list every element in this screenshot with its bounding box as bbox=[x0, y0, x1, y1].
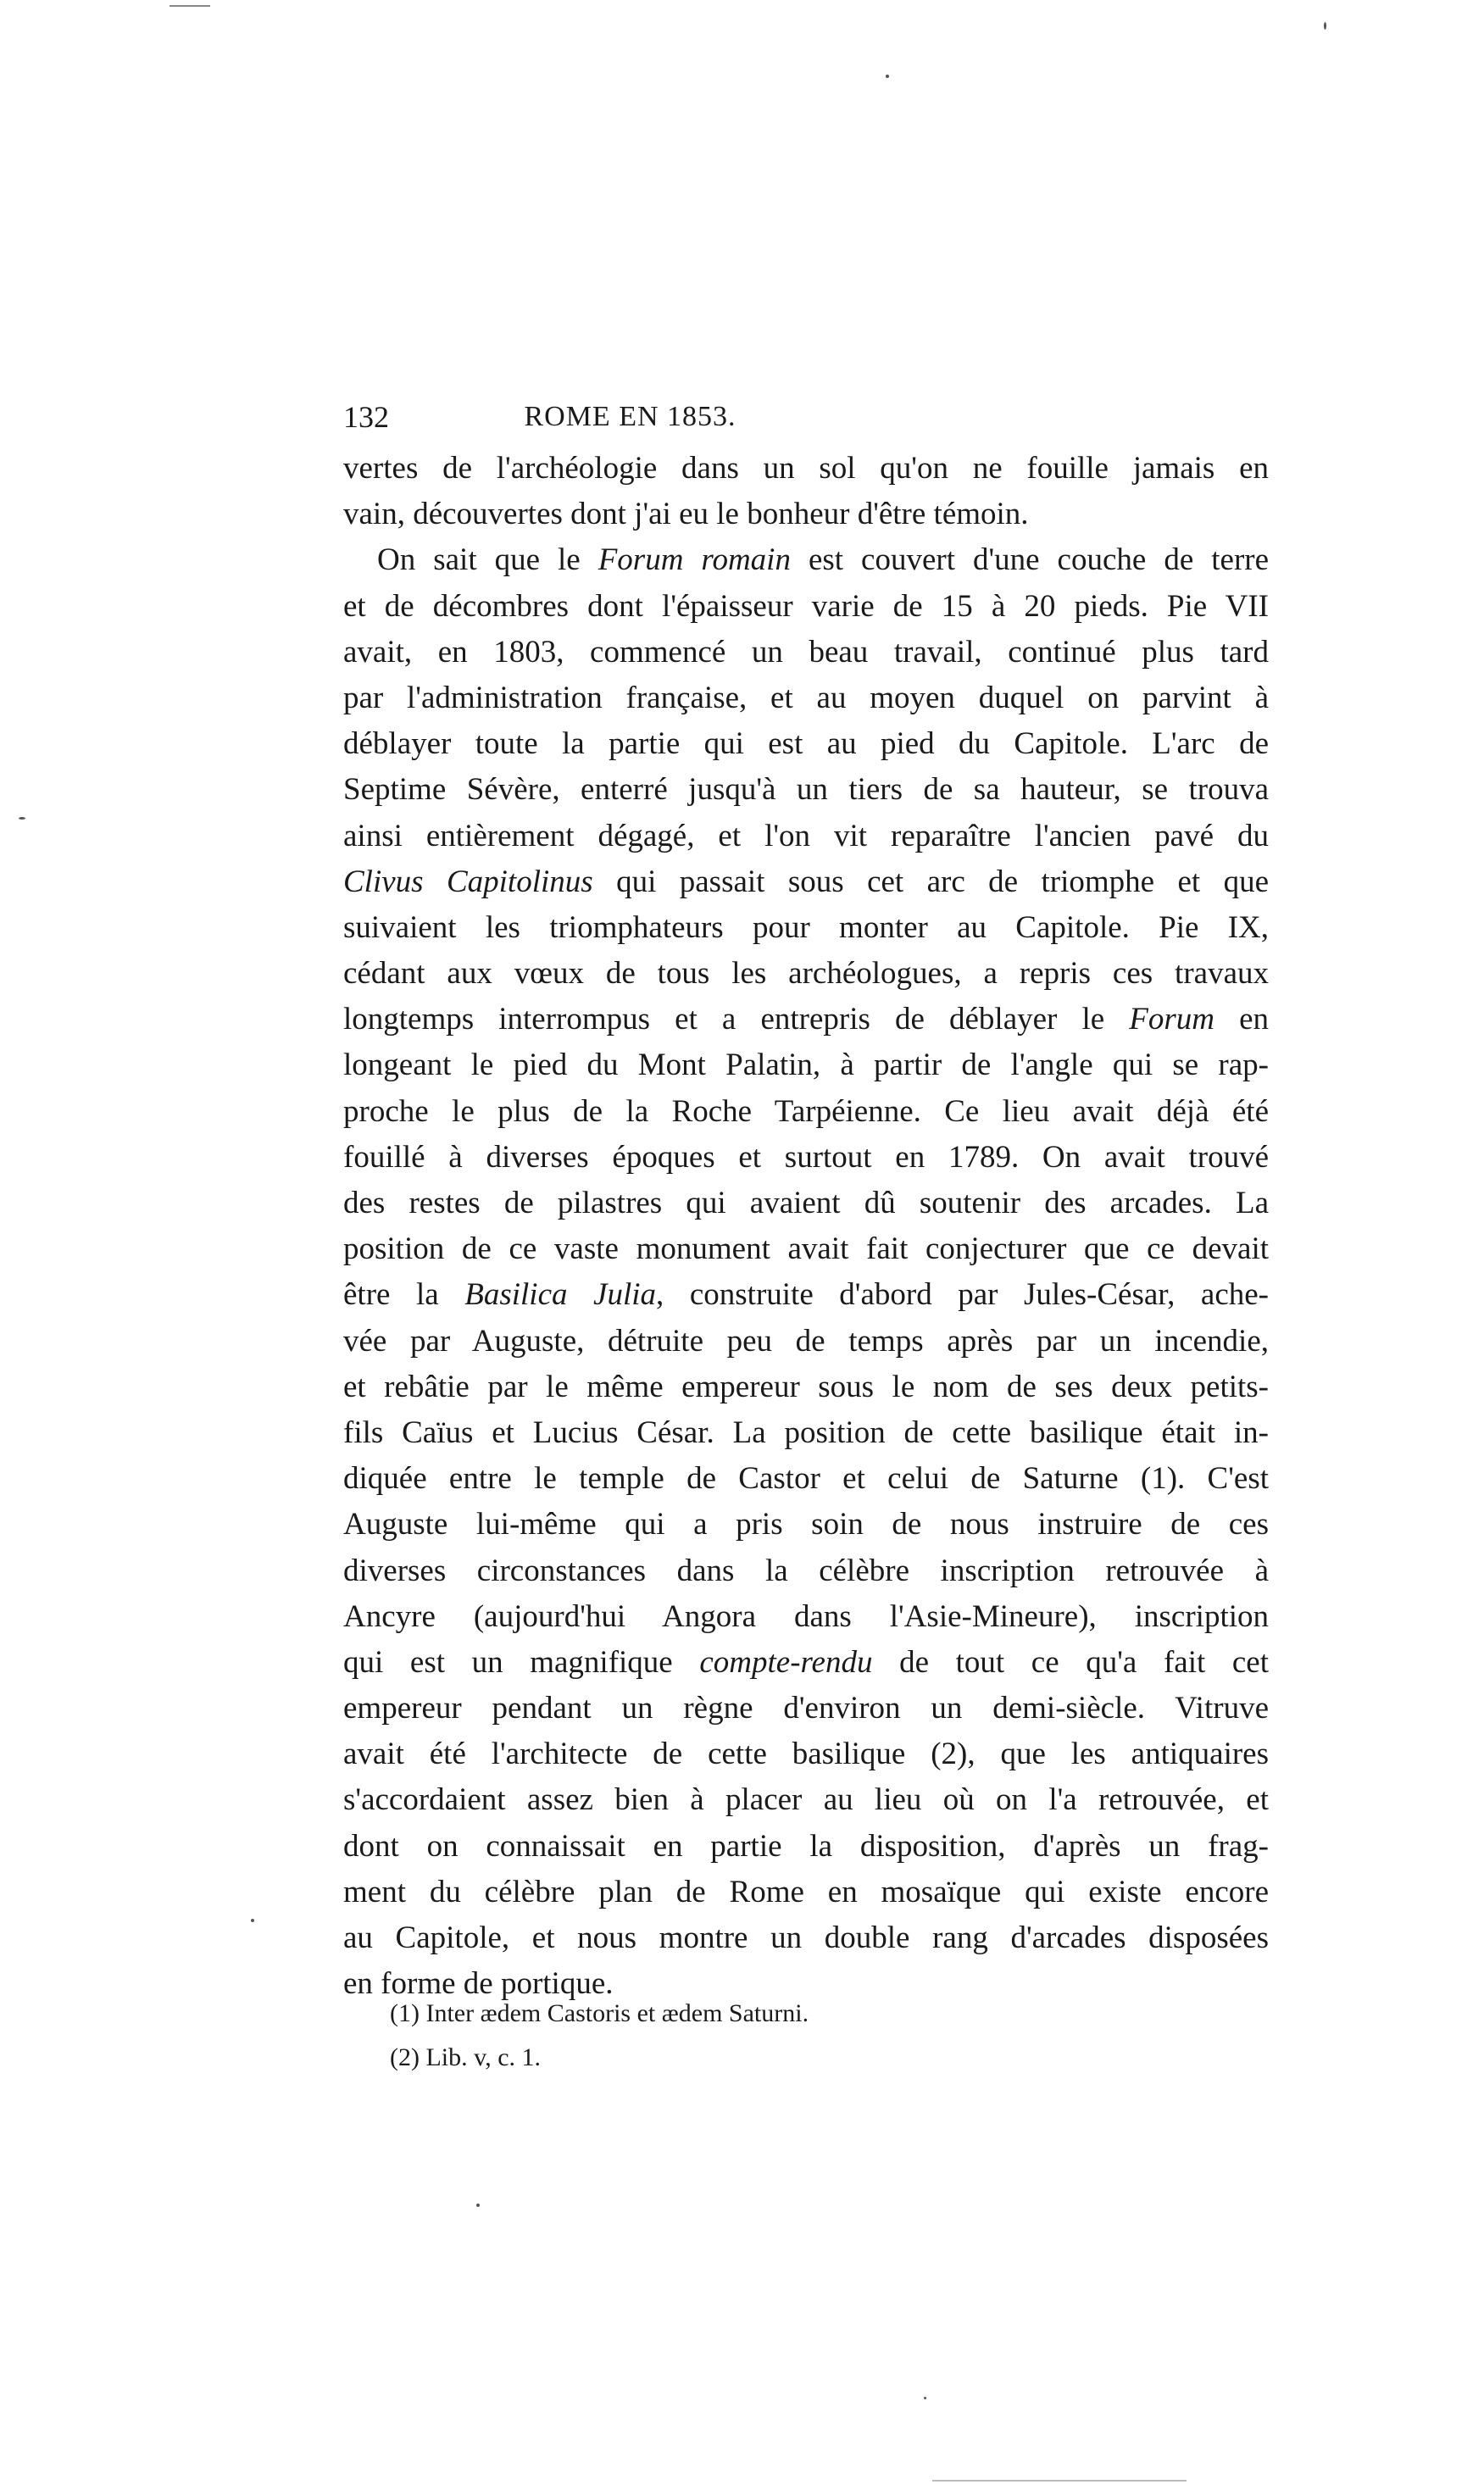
text-line: et de décombres dont l'épaisseur varie de 15 à 20 pieds. Pie VII bbox=[343, 588, 1269, 624]
page-number: 132 bbox=[343, 400, 389, 434]
scan-artifact bbox=[170, 5, 210, 7]
text-line: vain, découvertes dont j'ai eu le bonheur d'être témoin. bbox=[343, 497, 1029, 532]
scan-speck bbox=[924, 2397, 926, 2399]
text-line: et rebâtie par le même empereur sous le nom de ses deux petits- bbox=[343, 1369, 1269, 1404]
italic-term: Clivus Capitolinus bbox=[343, 864, 593, 899]
scan-speck bbox=[476, 2204, 480, 2207]
text-line: ment du célèbre plan de Rome en mosaïque qui existe encore bbox=[343, 1874, 1269, 1909]
text-line: s'accordaient assez bien à placer au lieu où on l'a retrouvée, et bbox=[343, 1782, 1269, 1818]
italic-term: compte-rendu bbox=[699, 1644, 873, 1680]
scan-speck bbox=[886, 75, 889, 78]
italic-term: Basilica Julia bbox=[464, 1277, 657, 1313]
text-line: être la Basilica Julia, construite d'abord par Jules-César, ache- bbox=[343, 1277, 1270, 1313]
text-line: avait été l'architecte de cette basilique (2), que les antiquaires bbox=[343, 1737, 1269, 1772]
italic-term: Forum bbox=[1129, 1002, 1214, 1037]
text-line: On sait que le Forum romain est couvert d'une couche de terre bbox=[377, 542, 1270, 578]
text-line: Ancyre (aujourd'hui Angora dans l'Asie-Mineure), inscription bbox=[343, 1598, 1269, 1634]
footnotes bbox=[390, 1992, 1068, 2080]
text-line: avait, en 1803, commencé un beau travail, continué plus tard bbox=[343, 634, 1269, 670]
text-line: longtemps interrompus et a entrepris de déblayer le Forum en bbox=[343, 1002, 1269, 1037]
main-text bbox=[343, 446, 1269, 2007]
footnote-2: (2) Lib. v, c. 1. bbox=[390, 2043, 542, 2071]
text-line: vée par Auguste, détruite peu de temps après par un incendie, bbox=[343, 1323, 1269, 1359]
text-line: Clivus Capitolinus qui passait sous cet arc de triomphe et que bbox=[343, 864, 1270, 899]
text-line: vertes de l'archéologie dans un sol qu'on ne fouille jamais en bbox=[343, 451, 1269, 486]
text-line: suivaient les triomphateurs pour monter au Capitole. Pie IX, bbox=[343, 909, 1269, 945]
text-line: fils Caïus et Lucius César. La position de cette basilique était in- bbox=[343, 1415, 1269, 1450]
text-line: dont on connaissait en partie la disposition, d'après un frag- bbox=[343, 1828, 1269, 1864]
text-line: longeant le pied du Mont Palatin, à partir de l'angle qui se rap- bbox=[343, 1048, 1269, 1083]
text-line: en forme de portique. bbox=[343, 1966, 614, 2002]
text-line: déblayer toute la partie qui est au pied du Capitole. L'arc de bbox=[343, 726, 1269, 762]
text-line: par l'administration française, et au moyen duquel on parvint à bbox=[343, 680, 1269, 715]
text-line: position de ce vaste monument avait fait conjecturer que ce devait bbox=[343, 1231, 1269, 1267]
scan-artifact bbox=[932, 2480, 1187, 2482]
scan-speck bbox=[19, 817, 25, 820]
footnote-1: (1) Inter ædem Castoris et ædem Saturni. bbox=[390, 1999, 809, 2027]
text-line: cédant aux vœux de tous les archéologues, a repris ces travaux bbox=[343, 956, 1269, 992]
text-line: diquée entre le temple de Castor et celui de Saturne (1). C'est bbox=[343, 1461, 1269, 1497]
page-header bbox=[343, 395, 917, 439]
text-line: Septime Sévère, enterré jusqu'à un tiers de sa hauteur, se trouva bbox=[343, 772, 1269, 808]
text-line: fouillé à diverses époques et surtout en 1789. On avait trouvé bbox=[343, 1139, 1269, 1175]
text-line: empereur pendant un règne d'environ un demi-siècle. Vitruve bbox=[343, 1691, 1269, 1726]
scan-speck bbox=[1324, 22, 1326, 30]
scan-speck bbox=[251, 1919, 254, 1922]
text-line: Auguste lui-même qui a pris soin de nous instruire de ces bbox=[343, 1507, 1269, 1542]
text-line: qui est un magnifique compte-rendu de tout ce qu'a fait cet bbox=[343, 1644, 1269, 1680]
italic-term: Forum romain bbox=[597, 542, 791, 578]
text-line: au Capitole, et nous montre un double rang d'arcades disposées bbox=[343, 1920, 1269, 1955]
text-line: des restes de pilastres qui avaient dû soutenir des arcades. La bbox=[343, 1186, 1269, 1220]
text-line: proche le plus de la Roche Tarpéienne. Ce lieu avait déjà été bbox=[343, 1093, 1269, 1129]
running-title: ROME EN 1853. bbox=[524, 401, 736, 432]
text-line: diverses circonstances dans la célèbre inscription retrouvée à bbox=[343, 1553, 1269, 1588]
text-line: ainsi entièrement dégagé, et l'on vit reparaître l'ancien pavé du bbox=[343, 818, 1269, 853]
